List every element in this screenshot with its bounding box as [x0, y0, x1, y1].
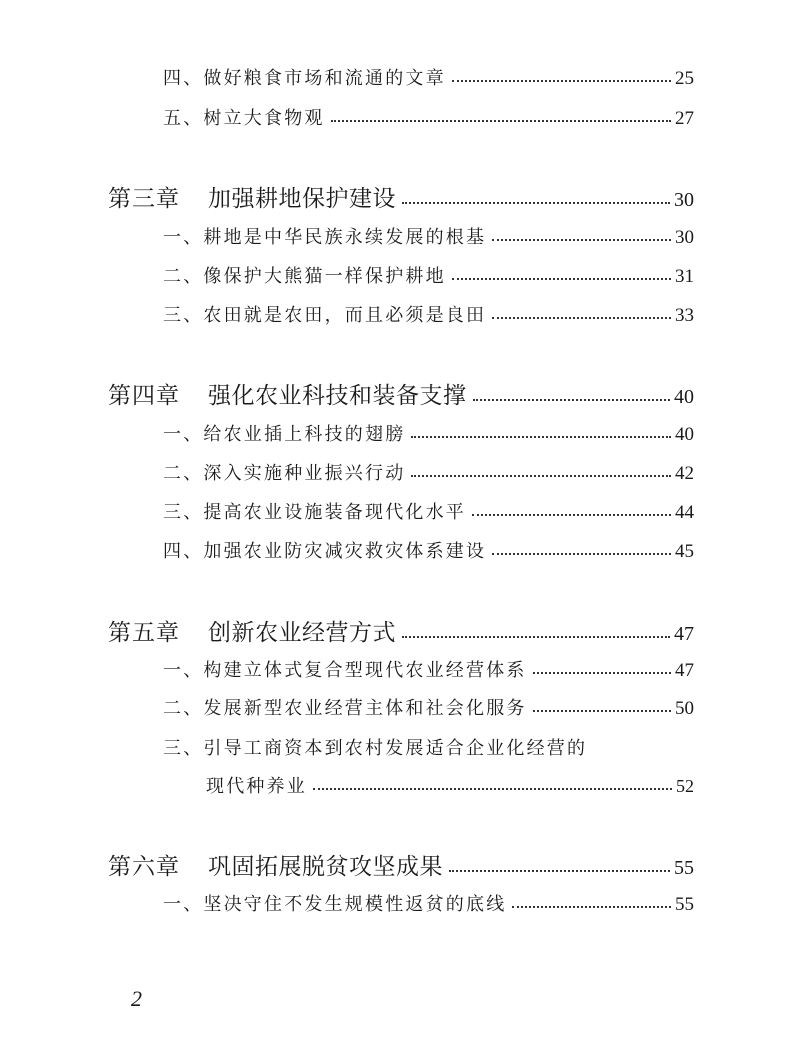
entry-page-number: 45 [675, 541, 694, 562]
chapter-number: 第五章 [108, 620, 180, 646]
toc-entry[interactable] [163, 420, 694, 446]
entry-number: 二 [163, 698, 184, 719]
dot-leader [402, 632, 670, 638]
entry-title: 树立大食物观 [203, 108, 325, 129]
entry-separator: 、 [183, 68, 204, 89]
dot-leader [533, 668, 671, 674]
dot-leader [313, 784, 672, 790]
entry-title: 农田就是农田，而且必须是良田 [203, 305, 487, 326]
toc-entry-continuation[interactable] [206, 772, 694, 798]
chapter-page-number: 47 [674, 623, 694, 645]
entry-title-line2: 现代种养业 [206, 776, 307, 797]
chapter-title: 强化农业科技和装备支撑 [208, 383, 467, 409]
entry-page-number: 42 [675, 463, 694, 484]
entry-page-number: 40 [675, 424, 694, 445]
entry-title: 像保护大熊猫一样保护耕地 [203, 266, 446, 287]
entry-page-number: 27 [675, 108, 694, 129]
dot-leader [449, 866, 670, 872]
entry-page-number: 47 [675, 660, 694, 681]
dot-leader [402, 198, 670, 204]
toc-entry-multiline[interactable] [163, 734, 587, 760]
entry-separator: 、 [183, 894, 204, 915]
entry-number: 三 [163, 738, 184, 759]
entry-number: 四 [163, 541, 184, 562]
entry-page-number: 25 [675, 68, 694, 89]
entry-page-number: 33 [675, 305, 694, 326]
dot-leader [452, 274, 671, 280]
entry-separator: 、 [183, 738, 204, 759]
entry-title: 提高农业设施装备现代化水平 [203, 502, 467, 523]
entry-page-number: 44 [675, 502, 694, 523]
dot-leader [411, 471, 671, 477]
entry-title: 发展新型农业经营主体和社会化服务 [203, 698, 527, 719]
entry-title: 做好粮食市场和流通的文章 [203, 68, 446, 89]
toc-chapter-entry[interactable] [108, 614, 694, 647]
entry-number: 二 [163, 266, 184, 287]
dot-leader [512, 902, 671, 908]
entry-separator: 、 [183, 541, 204, 562]
chapter-number: 第四章 [108, 383, 180, 409]
toc-entry[interactable] [163, 890, 694, 916]
toc-entry[interactable] [163, 694, 694, 720]
toc-entry[interactable] [163, 656, 694, 682]
chapter-title: 巩固拓展脱贫攻坚成果 [208, 854, 443, 880]
toc-entry[interactable] [163, 459, 694, 485]
entry-title: 加强农业防灾减灾救灾体系建设 [203, 541, 487, 562]
dot-leader [411, 432, 671, 438]
dot-leader [472, 510, 671, 516]
dot-leader [492, 549, 671, 555]
dot-leader [473, 395, 671, 401]
entry-page-number: 30 [675, 227, 694, 248]
chapter-number: 第三章 [108, 186, 180, 212]
entry-number: 一 [163, 227, 184, 248]
entry-title: 给农业插上科技的翅膀 [203, 424, 406, 445]
entry-page-number: 52 [676, 776, 694, 796]
entry-separator: 、 [183, 660, 204, 681]
entry-separator: 、 [183, 424, 204, 445]
toc-chapter-entry[interactable] [108, 377, 694, 410]
entry-number: 四 [163, 68, 184, 89]
toc-chapter-entry[interactable] [108, 848, 694, 881]
toc-entry[interactable] [163, 498, 694, 524]
entry-number: 二 [163, 463, 184, 484]
chapter-page-number: 30 [674, 189, 694, 211]
entry-title: 构建立体式复合型现代农业经营体系 [203, 660, 527, 681]
entry-number: 三 [163, 502, 184, 523]
entry-number: 五 [163, 108, 184, 129]
entry-separator: 、 [183, 463, 204, 484]
entry-separator: 、 [183, 502, 204, 523]
entry-separator: 、 [183, 305, 204, 326]
entry-page-number: 55 [675, 894, 694, 915]
dot-leader [492, 313, 671, 319]
entry-page-number: 50 [675, 698, 694, 719]
chapter-number: 第六章 [108, 854, 180, 880]
toc-entry[interactable] [163, 537, 694, 563]
entry-title: 耕地是中华民族永续发展的根基 [203, 227, 487, 248]
toc-entry[interactable] [163, 301, 694, 327]
entry-number: 一 [163, 424, 184, 445]
entry-separator: 、 [183, 108, 204, 129]
page-folio-number: 2 [131, 986, 142, 1011]
dot-leader [452, 76, 671, 82]
chapter-page-number: 40 [674, 386, 694, 408]
entry-title: 坚决守住不发生规模性返贫的底线 [203, 894, 507, 915]
entry-separator: 、 [183, 227, 204, 248]
toc-entry[interactable] [163, 104, 694, 130]
toc-entry[interactable] [163, 262, 694, 288]
toc-entry[interactable] [163, 64, 694, 90]
chapter-title: 加强耕地保护建设 [208, 186, 396, 212]
entry-number: 三 [163, 305, 184, 326]
entry-separator: 、 [183, 698, 204, 719]
entry-number: 一 [163, 660, 184, 681]
chapter-title: 创新农业经营方式 [208, 620, 396, 646]
entry-number: 一 [163, 894, 184, 915]
dot-leader [492, 235, 671, 241]
dot-leader [533, 706, 671, 712]
entry-page-number: 31 [675, 266, 694, 287]
entry-title-line1: 引导工商资本到农村发展适合企业化经营的 [203, 738, 588, 759]
dot-leader [331, 116, 671, 122]
entry-title: 深入实施种业振兴行动 [203, 463, 406, 484]
toc-chapter-entry[interactable] [108, 180, 694, 213]
toc-entry[interactable] [163, 223, 694, 249]
chapter-page-number: 55 [674, 857, 694, 879]
entry-separator: 、 [183, 266, 204, 287]
